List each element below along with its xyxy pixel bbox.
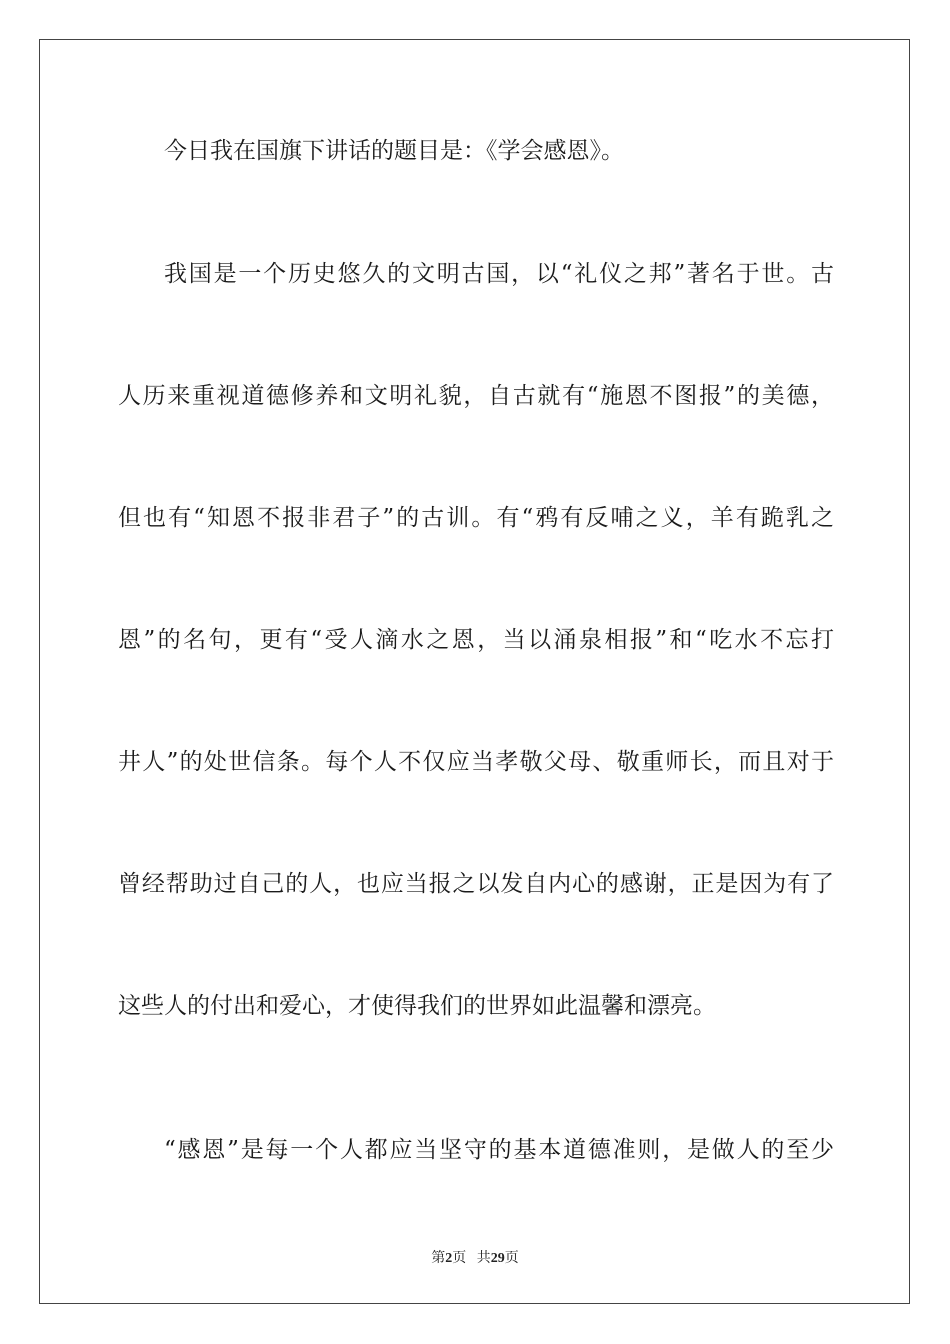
page-footer bbox=[0, 1247, 950, 1267]
page-prefix: 第 bbox=[431, 1251, 446, 1266]
paragraph-line: 人历来重视道德修养和文明礼貌，自古就有“施恩不图报”的美德， bbox=[118, 383, 834, 409]
paragraph-line: 恩”的名句，更有“受人滴水之恩，当以涌泉相报”和“吃水不忘打 bbox=[118, 627, 834, 653]
page-suffix: 页 bbox=[452, 1251, 467, 1266]
paragraph-line: 这些人的付出和爱心，才使得我们的世界如此温馨和漂亮。 bbox=[118, 993, 716, 1019]
paragraph-line: “感恩”是每一个人都应当坚守的基本道德准则，是做人的至少 bbox=[164, 1137, 834, 1163]
page-border bbox=[39, 39, 910, 1304]
total-prefix: 共 bbox=[476, 1251, 491, 1266]
paragraph-line: 但也有“知恩不报非君子”的古训。有“鸦有反哺之义，羊有跪乳之 bbox=[118, 505, 834, 531]
paragraph-line: 井人”的处世信条。每个人不仅应当孝敬父母、敬重师长，而且对于 bbox=[118, 749, 834, 775]
paragraph-line: 今日我在国旗下讲话的题目是：《学会感恩》。 bbox=[164, 138, 624, 164]
paragraph-line: 曾经帮助过自己的人，也应当报之以发自内心的感谢，正是因为有了 bbox=[118, 871, 834, 897]
total-pages: 29 bbox=[490, 1251, 505, 1266]
page-number: 2 bbox=[445, 1251, 453, 1266]
paragraph-line: 我国是一个历史悠久的文明古国，以“礼仪之邦”著名于世。古 bbox=[164, 261, 834, 287]
total-suffix: 页 bbox=[504, 1251, 519, 1266]
